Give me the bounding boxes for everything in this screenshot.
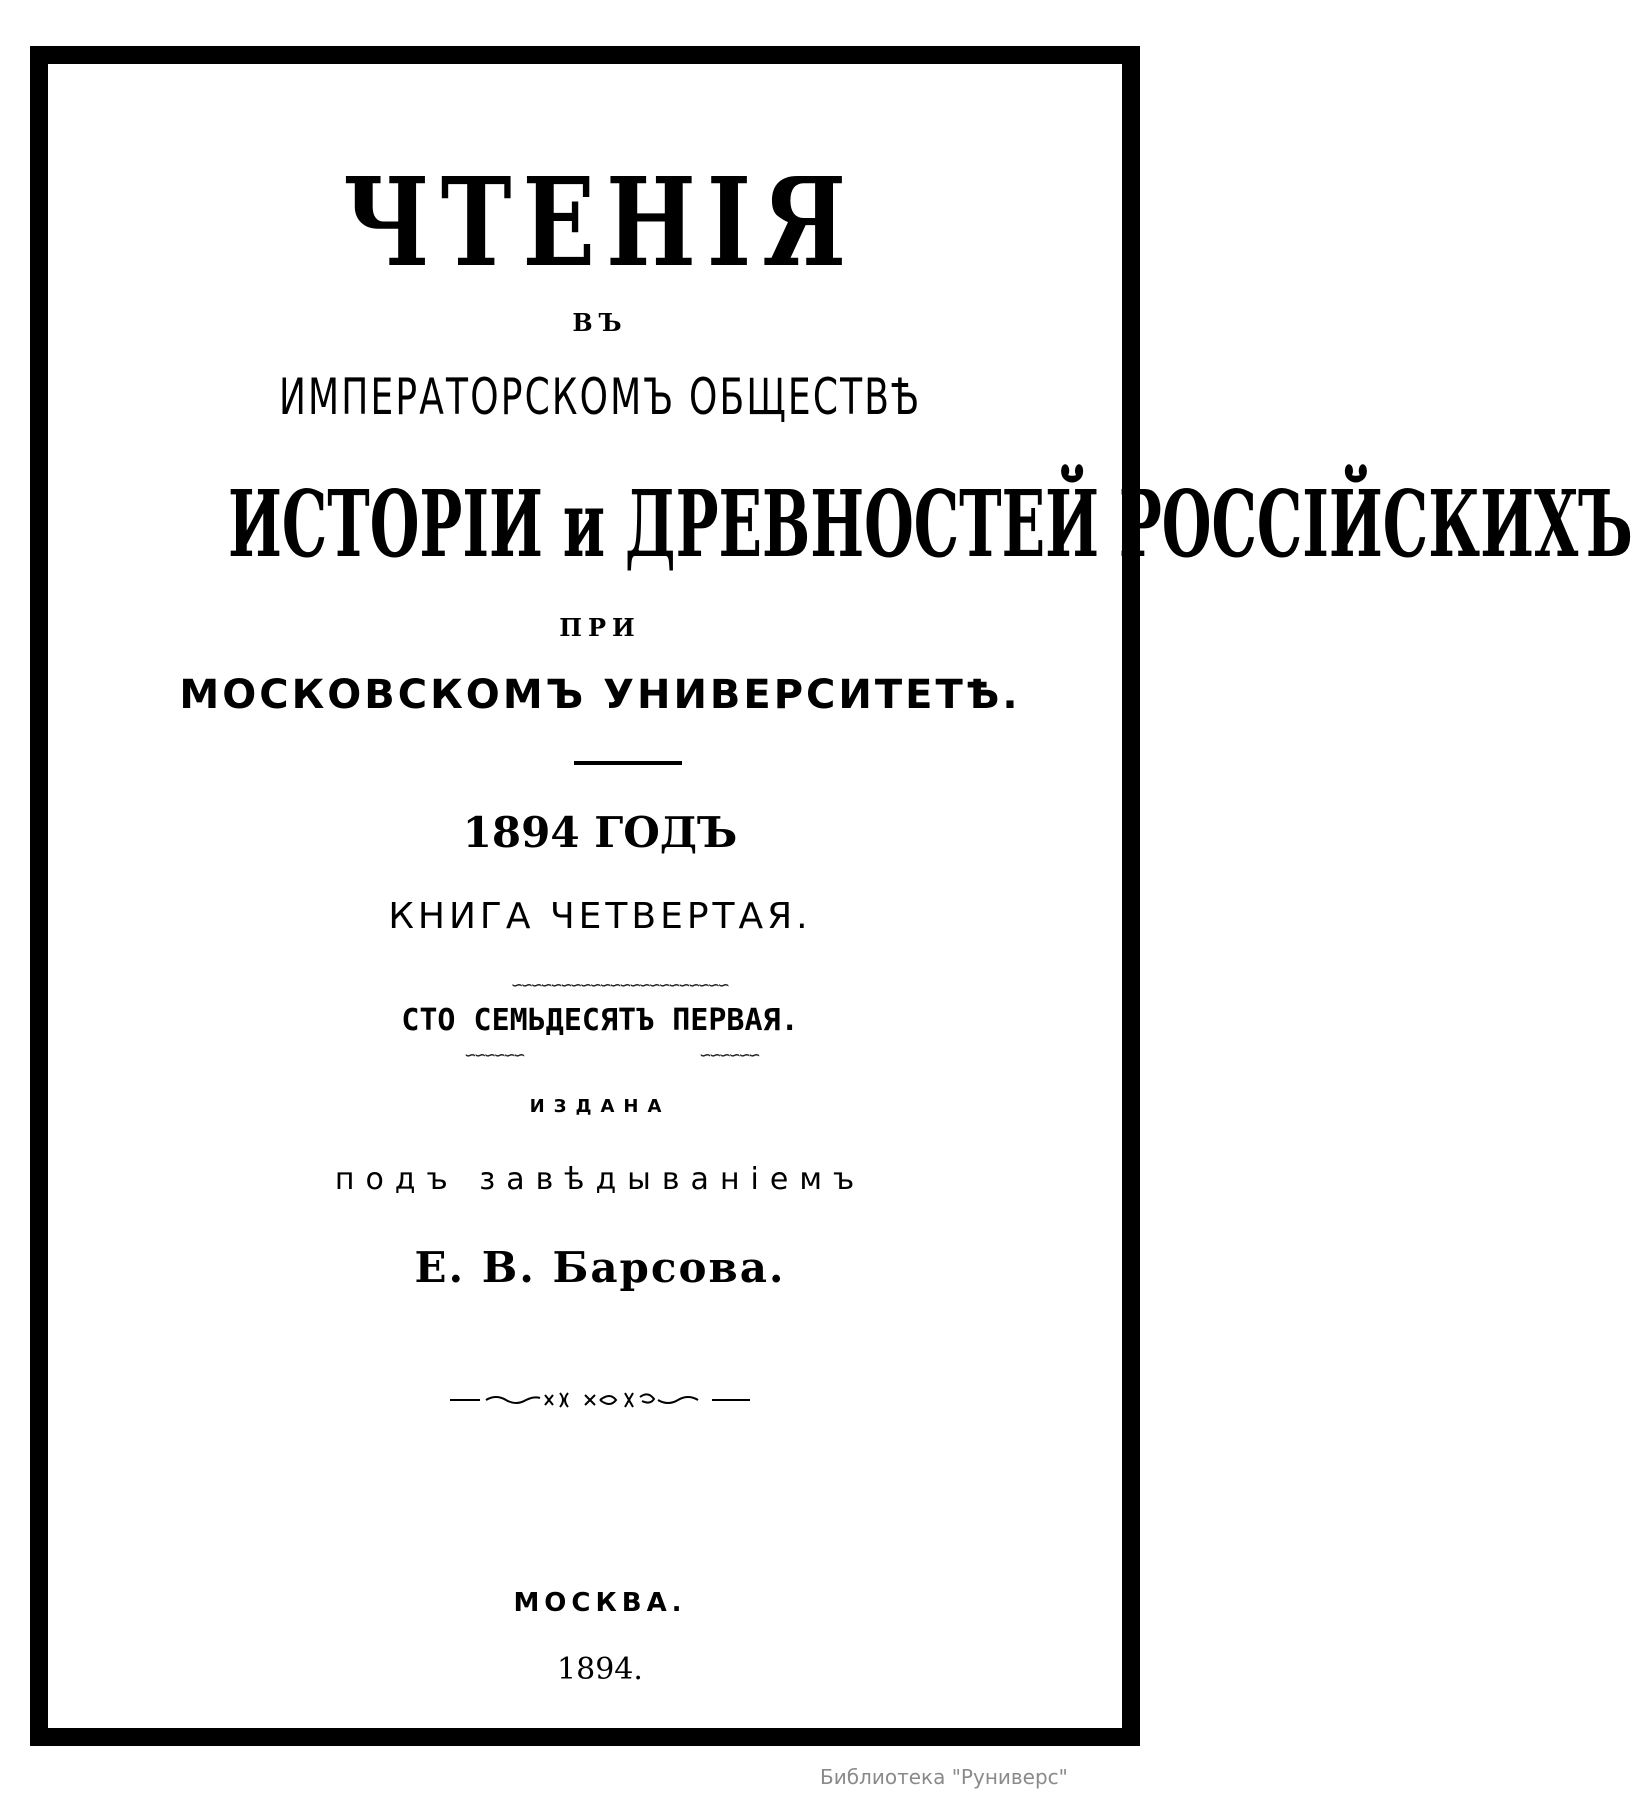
ornament-divider-icon (450, 1385, 750, 1415)
published-label: ИЗДАНА (529, 1096, 671, 1117)
library-watermark: Библиотека "Руниверс" (820, 1765, 1068, 1789)
publication-year: 1894. (557, 1652, 643, 1687)
university-line: МОСКОВСКОМЪ УНИВЕРСИТЕТѢ. (179, 672, 1021, 718)
city-name: МОСКВА. (513, 1588, 687, 1618)
society-line: ИМПЕРАТОРСКОМЪ ОБЩЕСТВѢ (278, 368, 922, 426)
editorship-label: подъ завѣдываніемъ (334, 1162, 866, 1197)
wavy-rule-bottom-right: ∽∽∽∽∽∽ (700, 1045, 760, 1066)
year-heading: 1894 ГОДЪ (462, 808, 738, 857)
book-number: СТО СЕМЬДЕСЯТЪ ПЕРВАЯ. (401, 1003, 799, 1038)
history-antiquities-line: ИСТОРІИ и ДРЕВНОСТЕЙ РОССІЙСКИХЪ (228, 470, 1633, 578)
divider-rule (574, 761, 682, 765)
book-label: КНИГА ЧЕТВЕРТАЯ. (388, 896, 812, 937)
wavy-rule-bottom-left: ∽∽∽∽∽∽ (465, 1045, 525, 1066)
wavy-rule-top: ∽∽∽∽∽∽∽∽∽∽∽∽∽∽∽∽∽∽∽∽∽∽ (511, 975, 729, 996)
page-title: ЧТЕНІЯ (342, 150, 858, 294)
preposition-v: ВЪ (572, 308, 628, 337)
editor-name: Е. В. Барсова. (414, 1243, 786, 1292)
preposition-pri: ПРИ (559, 613, 641, 642)
